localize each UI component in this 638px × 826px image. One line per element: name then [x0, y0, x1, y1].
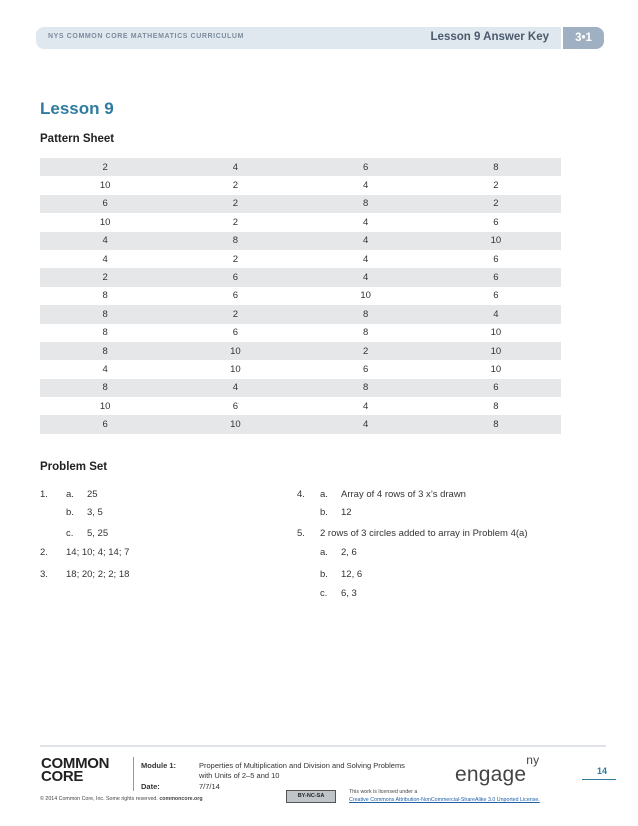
license-link[interactable]: Creative Commons Attribution-NonCommercial-ShareAlike 3.0 Unported License.: [349, 797, 540, 803]
pattern-cell: 6: [493, 216, 499, 228]
pattern-cell: 10: [230, 345, 241, 357]
pattern-row: [40, 232, 561, 250]
pattern-cell: 6: [493, 253, 499, 265]
date-label: Date:: [141, 782, 160, 791]
pattern-cell: 6: [232, 290, 239, 302]
answer-key-title: Lesson 9 Answer Key: [430, 31, 549, 43]
answer-label: b.: [320, 569, 328, 580]
lesson-title: Lesson 9: [40, 99, 114, 118]
footer-divider: [40, 745, 606, 747]
pattern-cell: 10: [490, 235, 502, 247]
page-number: 14: [596, 766, 607, 776]
pattern-cell: 4: [362, 180, 369, 192]
answer-text: 12, 6: [341, 569, 363, 580]
pattern-cell: 8: [102, 382, 108, 394]
problem-number: 4.: [297, 489, 305, 500]
pattern-cell: 6: [493, 290, 499, 302]
copyright-text: © 2014 Common Core, Inc. Some rights reserved.: [40, 796, 158, 802]
pattern-row: [40, 360, 561, 378]
pattern-cell: 2: [362, 345, 369, 357]
pattern-cell: 6: [493, 382, 499, 394]
answer-label: c.: [320, 588, 328, 599]
answer-text: 6, 3: [341, 588, 357, 599]
engageny-logo: [455, 753, 540, 787]
pattern-cell: 4: [232, 161, 239, 173]
pattern-cell: 2: [232, 198, 239, 210]
answer-text: 3, 5: [87, 507, 103, 518]
pattern-cell: 8: [493, 419, 499, 431]
pattern-cell: 4: [362, 235, 369, 247]
pattern-cell: 6: [362, 363, 369, 375]
pattern-cell: 4: [362, 400, 369, 412]
pattern-cell: 4: [362, 419, 369, 431]
pattern-cell: 8: [362, 308, 369, 320]
pattern-row: [40, 195, 561, 213]
answer-text: 2 rows of 3 circles added to array in Problem 4(a): [320, 528, 528, 539]
pattern-cell: 10: [490, 363, 502, 375]
pattern-cell: 2: [232, 216, 239, 228]
pattern-cell: 8: [493, 161, 499, 173]
pattern-cell: 2: [232, 308, 239, 320]
page-number-underline: [582, 779, 616, 780]
pattern-row: [40, 287, 561, 305]
answer-text: 2, 6: [341, 547, 357, 558]
pattern-cell: 10: [490, 327, 502, 339]
pattern-cell: 10: [360, 290, 371, 302]
answer-text: 5, 25: [87, 528, 109, 539]
answer-text: 14; 10; 4; 14; 7: [66, 547, 130, 558]
pattern-cell: 2: [232, 180, 239, 192]
creative-commons-badge[interactable]: BY-NC-SA: [286, 790, 336, 803]
pattern-cell: 6: [102, 419, 108, 431]
pattern-cell: 8: [102, 345, 108, 357]
pattern-row: [40, 250, 561, 268]
pattern-cell: 6: [232, 272, 239, 284]
grade-badge: 3•1: [563, 27, 604, 49]
pattern-row: [40, 379, 561, 397]
module-title-line-2: with Units of 2–5 and 10: [199, 771, 280, 780]
pattern-row: [40, 268, 561, 286]
pattern-cell: 10: [230, 419, 241, 431]
problem-number: 3.: [40, 569, 48, 580]
pattern-cell: 10: [490, 345, 502, 357]
module-label: Module 1:: [141, 761, 176, 770]
pattern-row: [40, 213, 561, 231]
pattern-row: [40, 158, 561, 176]
answer-text: Array of 4 rows of 3 x’s drawn: [341, 489, 466, 500]
pattern-row: [40, 305, 561, 323]
pattern-row: [40, 415, 561, 433]
pattern-row: [40, 397, 561, 415]
pattern-cell: 4: [102, 235, 108, 247]
copyright-site[interactable]: commoncore.org: [159, 796, 203, 802]
problem-set-heading: Problem Set: [40, 461, 108, 473]
module-title: Properties of Multiplication and Division and Solving Problems: [199, 761, 405, 770]
pattern-cell: 4: [232, 382, 239, 394]
engage-text: engage: [455, 763, 527, 786]
pattern-cell: 10: [99, 400, 111, 412]
answer-label: a.: [320, 547, 328, 558]
pattern-cell: 8: [493, 400, 499, 412]
pattern-cell: 2: [232, 253, 239, 265]
pattern-cell: 10: [99, 180, 111, 192]
page-header: [36, 27, 604, 49]
pattern-cell: 6: [493, 272, 499, 284]
answer-text: 18; 20; 2; 2; 18: [66, 569, 130, 580]
pattern-cell: 4: [102, 363, 108, 375]
pattern-cell: 2: [102, 161, 108, 173]
pattern-cell: 6: [232, 400, 239, 412]
answer-label: a.: [66, 489, 74, 500]
problem-number: 2.: [40, 547, 48, 558]
problem-number: 5.: [297, 528, 305, 539]
pattern-cell: 6: [362, 161, 369, 173]
pattern-cell: 6: [232, 327, 239, 339]
pattern-cell: 2: [493, 180, 499, 192]
logo-line-2: CORE: [41, 768, 84, 785]
pattern-sheet-table: [40, 158, 561, 434]
answer-label: b.: [320, 507, 328, 518]
pattern-cell: 4: [102, 253, 108, 265]
pattern-cell: 8: [102, 327, 108, 339]
pattern-cell: 10: [230, 363, 241, 375]
pattern-row: [40, 342, 561, 360]
answer-label: c.: [66, 528, 74, 539]
pattern-cell: 4: [493, 308, 499, 320]
common-core-logo: [41, 757, 109, 783]
pattern-cell: 6: [102, 198, 108, 210]
pattern-cell: 4: [362, 272, 369, 284]
engage-ny: ny: [526, 753, 540, 767]
pattern-cell: 2: [493, 198, 499, 210]
pattern-cell: 8: [362, 327, 369, 339]
pattern-cell: 8: [102, 290, 108, 302]
header-bar: [36, 27, 561, 49]
pattern-cell: 2: [102, 272, 108, 284]
curriculum-label: NYS COMMON CORE MATHEMATICS CURRICULUM: [48, 33, 244, 40]
footer-separator: [133, 757, 134, 791]
pattern-cell: 8: [362, 198, 369, 210]
answer-text: 25: [87, 489, 98, 500]
answer-label: a.: [320, 489, 328, 500]
pattern-cell: 8: [102, 308, 108, 320]
pattern-cell: 4: [362, 253, 369, 265]
license-text: This work is licensed under a: [349, 789, 418, 795]
pattern-cell: 10: [99, 216, 111, 228]
answer-text: 12: [341, 507, 352, 518]
pattern-row: [40, 176, 561, 194]
answer-label: b.: [66, 507, 74, 518]
pattern-cell: 8: [232, 235, 239, 247]
logo-line-1: COMMON: [41, 755, 110, 772]
pattern-sheet-heading: Pattern Sheet: [40, 133, 115, 145]
pattern-cell: 4: [362, 216, 369, 228]
problem-number: 1.: [40, 489, 48, 500]
copyright: [40, 796, 203, 802]
date-value: 7/7/14: [199, 782, 220, 791]
pattern-cell: 8: [362, 382, 369, 394]
pattern-row: [40, 324, 561, 342]
